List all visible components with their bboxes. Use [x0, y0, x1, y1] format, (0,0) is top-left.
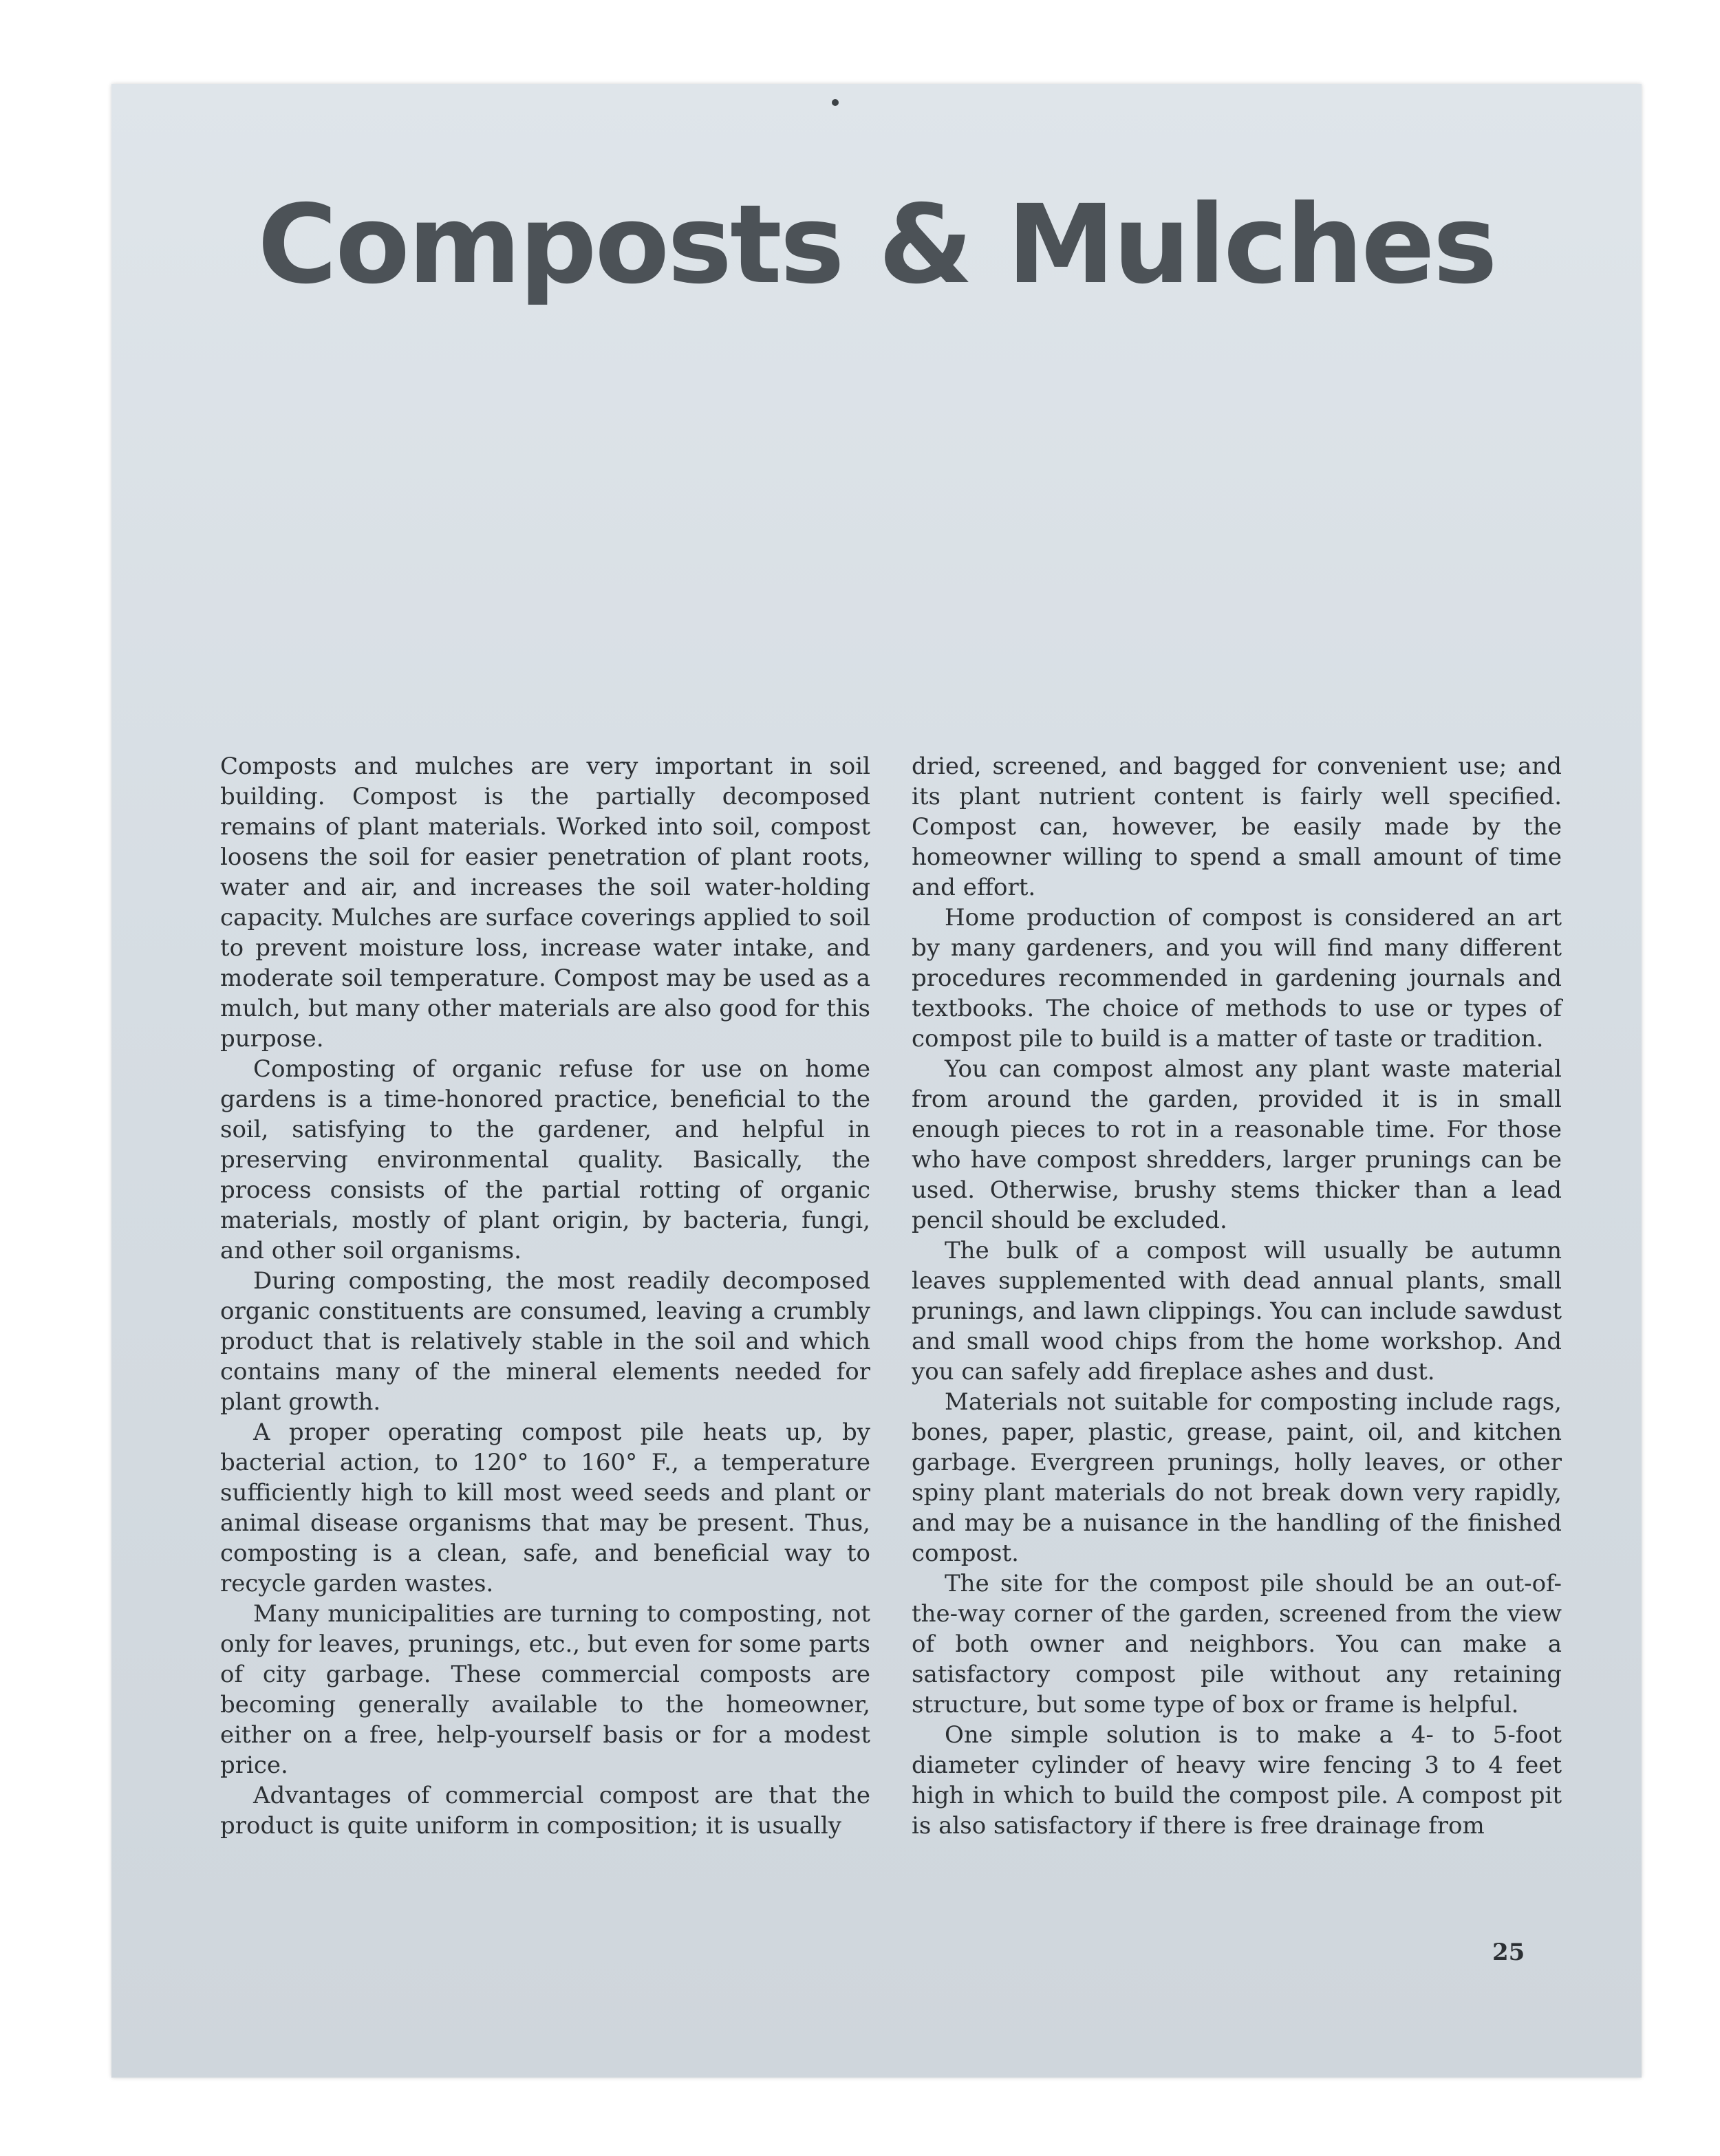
paragraph: Home production of compost is considered an art by many gardeners, and you will find many different procedures recommended in gardening journals and textbooks. The choice of methods to use or types of compost pile to build is a matter of taste or tradition.: [912, 904, 1562, 1053]
paragraph: Composting of organic refuse for use on home gardens is a time-honored practice, beneficial to the soil, satisfying to the gardener, and helpful in preserving environmental quality. Basically, the process consists of the partial rotting of organic materials, mostly of plant origin, by bacteria, fungi, and other soil organisms.: [220, 1055, 870, 1264]
paragraph: Many municipalities are turning to composting, not only for leaves, prunings, etc., but even for some parts of city garbage. These commercial composts are becoming generally available to the homeowner, either on a free, help-yourself basis or for a modest price.: [220, 1600, 870, 1779]
paragraph: Composts and mulches are very important in soil building. Compost is the partially decomposed remains of plant materials. Worked into soil, compost loosens the soil for easier penetration of plant roots, water and air, and increases the soil water-holding capacity. Mulches are surface coverings applied to soil to prevent moisture loss, increase water intake, and moderate soil temperature. Compost may be used as a mulch, but many other materials are also good for this purpose.: [220, 753, 870, 1053]
paragraph: Materials not suitable for composting include rags, bones, paper, plastic, grease, paint, oil, and kitchen garbage. Evergreen prunings, holly leaves, or other spiny plant materials do not break down very rapidly, and may be a nuisance in the handling of the finished compost.: [912, 1388, 1562, 1567]
page-sheet: [111, 84, 1642, 2078]
page-number: 25: [1492, 1939, 1525, 1966]
paragraph: Advantages of commercial compost are that the product is quite uniform in composition; it is usually: [220, 1782, 870, 1840]
paragraph: A proper operating compost pile heats up, by bacterial action, to 120° to 160° F., a temperature sufficiently high to kill most weed seeds and plant or animal disease organisms that may be present. Thus, composting is a clean, safe, and beneficial way to recycle garden wastes.: [220, 1419, 870, 1597]
left-column: [220, 751, 870, 1841]
paragraph: One simple solution is to make a 4- to 5-foot diameter cylinder of heavy wire fencing 3 to 4 feet high in which to build the compost pile. A compost pit is also satisfactory if there is free drainage from: [912, 1721, 1562, 1840]
paper-mark: [832, 99, 839, 106]
page-title: Composts & Mulches: [257, 182, 1496, 308]
paragraph: The site for the compost pile should be an out-of-the-way corner of the garden, screened from the view of both owner and neighbors. You can make a satisfactory compost pile without any retaining structure, but some type of box or frame is helpful.: [912, 1570, 1562, 1718]
paragraph: During composting, the most readily decomposed organic constituents are consumed, leaving a crumbly product that is relatively stable in the soil and which contains many of the mineral elements needed for plant growth.: [220, 1267, 870, 1416]
paragraph: You can compost almost any plant waste material from around the garden, provided it is in small enough pieces to rot in a reasonable time. For those who have compost shredders, larger prunings can be used. Otherwise, brushy stems thicker than a lead pencil should be excluded.: [912, 1055, 1562, 1234]
paragraph: The bulk of a compost will usually be autumn leaves supplemented with dead annual plants, small prunings, and lawn clippings. You can include sawdust and small wood chips from the home workshop. And you can safely add fireplace ashes and dust.: [912, 1237, 1562, 1386]
right-column: [912, 751, 1562, 1841]
paragraph: dried, screened, and bagged for convenient use; and its plant nutrient content is fairly well specified. Compost can, however, be easily made by the homeowner willing to spend a small amount of time and effort.: [912, 753, 1562, 901]
